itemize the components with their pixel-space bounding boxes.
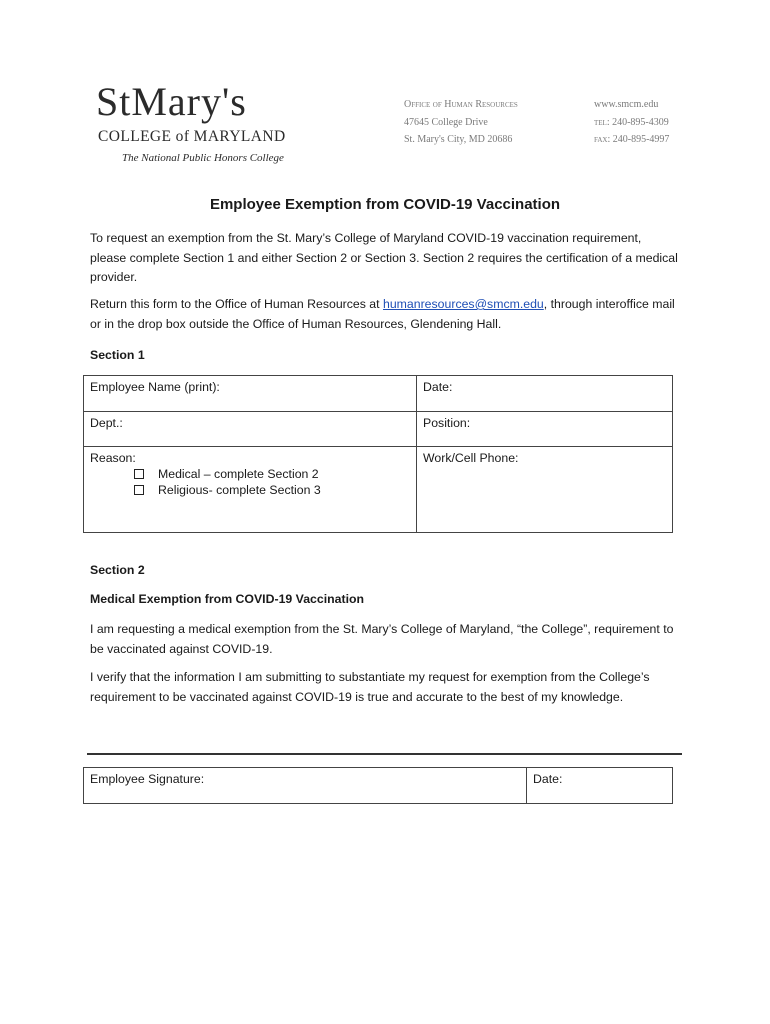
dept-field[interactable] [84, 412, 417, 447]
religious-option[interactable] [90, 483, 410, 497]
contact-fax: fax: 240-895-4997 [594, 134, 670, 145]
contact-website: www.smcm.edu [594, 99, 659, 110]
section2-subtitle: Medical Exemption from COVID-19 Vaccination [90, 592, 365, 606]
signature-label: Employee Signature: [90, 772, 205, 786]
logo-tagline: The National Public Honors College [122, 152, 284, 164]
contact-info [594, 96, 669, 149]
signature-divider [87, 753, 682, 755]
date-field[interactable] [417, 376, 673, 412]
office-name: Office of Human Resources [404, 99, 518, 110]
logo-college: COLLEGE of MARYLAND [98, 128, 286, 145]
phone-field[interactable] [417, 447, 673, 533]
hr-email-link[interactable]: humanresources@smcm.edu [382, 297, 544, 311]
medical-option[interactable] [90, 467, 410, 481]
signature-date-label: Date: [533, 772, 563, 786]
intro-paragraph: To request an exemption from the St. Mary’s College of Maryland COVID-19 vaccination requirement, please complete Section 1 and either Section 2 or Section 3. Section 2 requires the certification of a medical provider. [90, 231, 678, 284]
employee-name-field[interactable] [84, 376, 417, 412]
contact-tel: tel: 240-895-4309 [594, 116, 669, 128]
employee-name-label: Employee Name (print): [90, 380, 220, 394]
office-street: 47645 College Drive [404, 116, 488, 128]
office-city: St. Mary's City, MD 20686 [404, 134, 513, 145]
medical-checkbox[interactable] [134, 469, 144, 479]
dept-label: Dept.: [90, 416, 123, 430]
section2-label: Section 2 [90, 563, 145, 577]
position-field[interactable] [417, 412, 673, 447]
medical-option-label: Medical – complete Section 2 [158, 467, 319, 481]
signature-table [83, 767, 673, 804]
position-label: Position: [423, 416, 471, 430]
date-label: Date: [423, 380, 453, 394]
form-title: Employee Exemption from COVID-19 Vaccination [209, 196, 561, 213]
logo-name: StMary's [96, 79, 247, 124]
religious-option-label: Religious- complete Section 3 [158, 483, 321, 497]
return-text-before: Return this form to the Office of Human Resources at [90, 297, 383, 311]
reason-field [84, 447, 417, 533]
signature-field[interactable] [84, 768, 527, 804]
return-instructions [90, 295, 680, 334]
reason-label: Reason: [90, 451, 136, 465]
religious-checkbox[interactable] [134, 485, 144, 495]
return-text-after: , through interoffice mail or in the drop box outside the Office of Human Resources, Glendening Hall. [90, 297, 675, 331]
section1-table [83, 375, 673, 533]
medical-request-paragraph: I am requesting a medical exemption from the St. Mary’s College of Maryland, “the College”, requirement to be vaccinated against COVID-19. [90, 622, 674, 656]
signature-date-field[interactable] [527, 768, 673, 804]
verification-paragraph: I verify that the information I am submitting to substantiate my request for exemption from the College’s requirement to be vaccinated against COVID-19 is true and accurate to the best of my knowledge. [90, 670, 650, 704]
section1-label: Section 1 [90, 348, 145, 362]
college-logo [96, 79, 296, 172]
office-address [404, 96, 518, 149]
phone-label: Work/Cell Phone: [423, 451, 519, 465]
